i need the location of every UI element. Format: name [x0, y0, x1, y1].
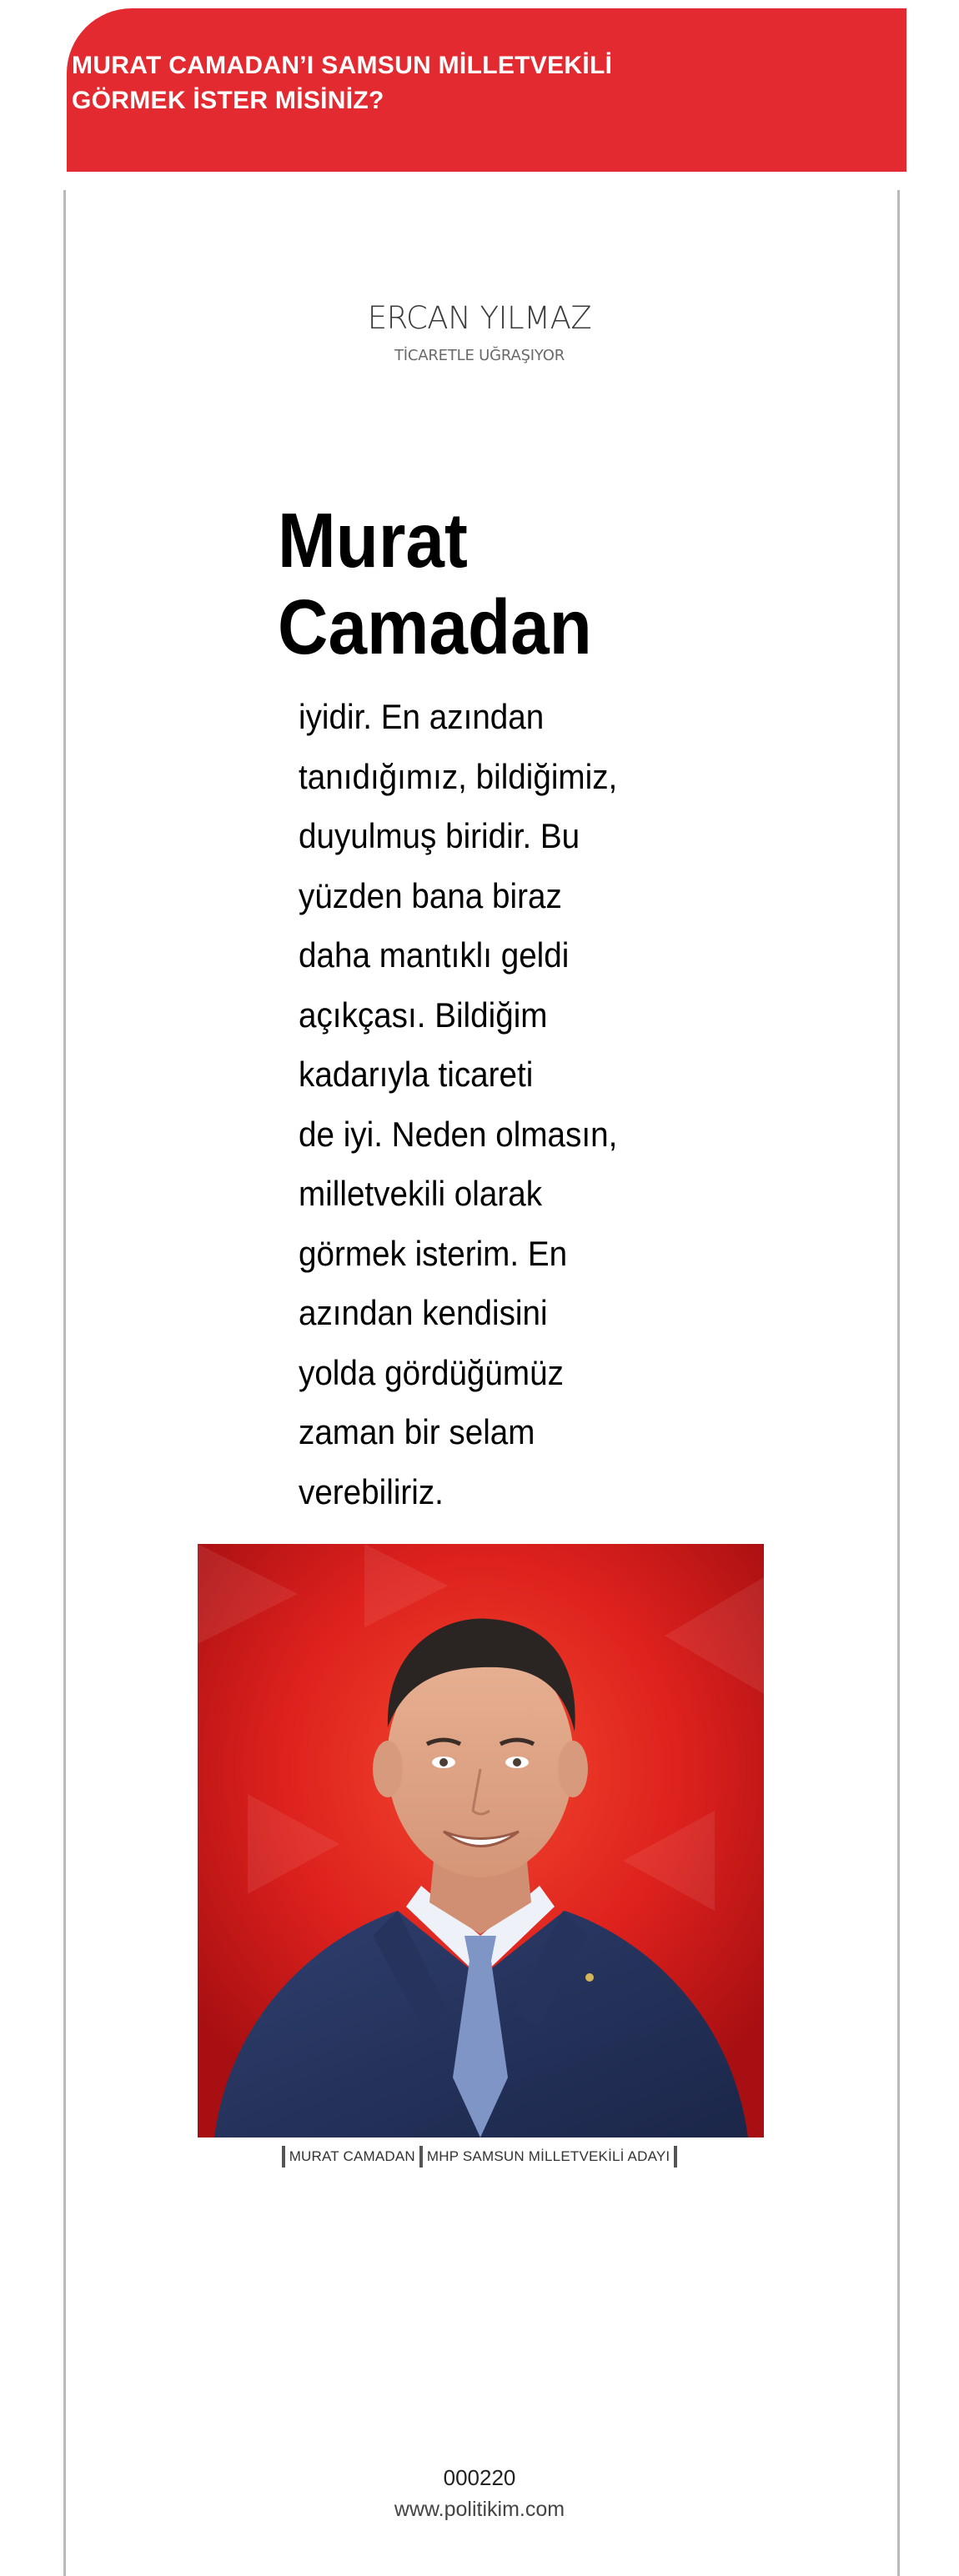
author-name: ERCAN YILMAZ: [367, 300, 592, 336]
footer-url: www.politikim.com: [394, 2498, 565, 2521]
photo-caption: [0, 2146, 959, 2168]
portrait-illustration: [198, 1544, 764, 2137]
candidate-portrait-photo: [198, 1544, 764, 2137]
page-title-line-2: GÖRMEK İSTER MİSİNİZ?: [72, 87, 384, 114]
left-border-line: [63, 190, 66, 2576]
caption-title: MHP SAMSUN MİLLETVEKİLİ ADAYI: [426, 2148, 670, 2164]
quote-name-line-1: Murat: [278, 497, 468, 584]
footer-code: 000220: [443, 2465, 516, 2490]
caption-divider: [282, 2146, 285, 2168]
quote-body: iyidir. En azından tanıdığımız, bildiğimiz, duyulmuş biridir. Bu yüzden bana biraz daha mantıklı geldi açıkçası. Bildiğim kadarıyla ticareti de iyi. Neden olmasın, milletvekili olarak görmek isterim. En azından kendisini yolda gördüğümüz zaman bir selam verebiliriz.: [299, 697, 618, 1511]
quote-name-line-2: Camadan: [278, 584, 592, 670]
quote-subject-name: [278, 497, 592, 670]
caption-name: MURAT CAMADAN: [289, 2148, 415, 2164]
page-title-line-1: MURAT CAMADAN’I SAMSUN MİLLETVEKİLİ: [72, 52, 613, 79]
author-role: TİCARETLE UĞRAŞIYOR: [394, 347, 565, 364]
right-border-line: [897, 190, 900, 2576]
caption-divider: [674, 2146, 677, 2168]
caption-divider: [419, 2146, 423, 2168]
page-title: [72, 48, 806, 118]
